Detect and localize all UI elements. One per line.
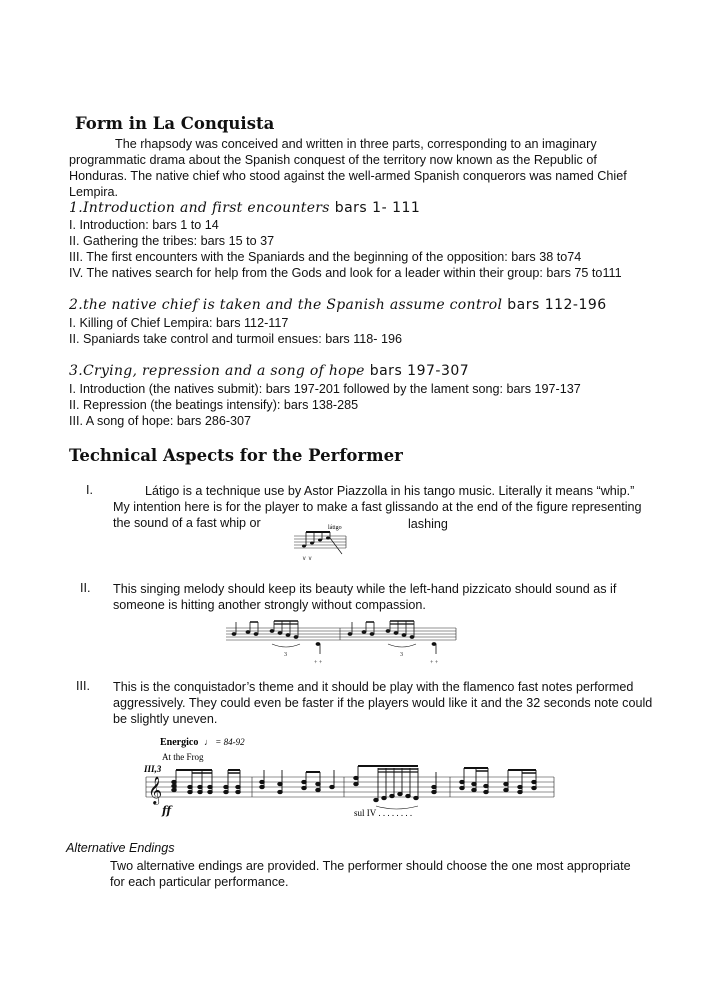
point-1-line: My intention here is for the player to make a fast glissando at the end of the figure representing: [113, 500, 642, 514]
point-1-line: Látigo is a technique use by Astor Piazzolla in his tango music. Literally it means “whip.”: [145, 484, 635, 498]
technical-title: Technical Aspects for the Performer: [69, 446, 403, 465]
point-3-line: be slightly uneven.: [113, 712, 218, 726]
svg-text:𝄞: 𝄞: [148, 776, 163, 804]
alternative-endings-line: for each particular performance.: [110, 875, 289, 889]
section-2-item: II. Spaniards take control and turmoil ensues: bars 118- 196: [69, 332, 402, 346]
point-2-line: This singing melody should keep its beauty while the left-hand pizzicato should sound as if: [113, 582, 617, 596]
section-1-item: IV. The natives search for help from the Gods and look for a leader within their group: bars 75 to111: [69, 266, 622, 280]
section-1-heading: [69, 199, 420, 216]
point-2-numeral: II.: [80, 581, 91, 595]
alternative-endings-line: Two alternative endings are provided. The performer should choose the one most appropriate: [110, 859, 631, 873]
svg-text:∨ ∨: ∨ ∨: [302, 556, 313, 562]
svg-text:3: 3: [284, 652, 287, 658]
form-title: Form in La Conquista: [75, 114, 275, 133]
section-3-item: II. Repression (the beatings intensify): bars 138-285: [69, 398, 359, 412]
singing-melody-example: [226, 614, 458, 670]
intro-line-3: Honduras. The native chief who stood against the well-armed Spanish conquerors was named Chief: [69, 169, 627, 183]
point-3-numeral: III.: [76, 679, 90, 693]
section-1-item: I. Introduction: bars 1 to 14: [69, 218, 219, 232]
section-3-item: I. Introduction (the natives submit): bars 197-201 followed by the lament song: bars 197-137: [69, 382, 581, 396]
section-1-bars: bars 1- 111: [329, 200, 421, 216]
point-2-line: someone is hitting another strongly without compassion.: [113, 598, 426, 612]
section-3-title: 3.Crying, repression and a song of hope: [69, 363, 365, 379]
string-indication: sul IV . . . . . . . .: [354, 808, 413, 818]
section-2-bars: bars 112-196: [502, 297, 607, 313]
point-1-line: the sound of a fast whip or: [113, 516, 261, 530]
performance-direction: At the Frog: [162, 752, 204, 762]
section-3-bars: bars 197-307: [364, 363, 470, 379]
alternative-endings-title: Alternative Endings: [66, 841, 175, 855]
section-2-item: I. Killing of Chief Lempira: bars 112-117: [69, 316, 289, 330]
section-1-title: 1.Introduction and first encounters: [69, 200, 330, 216]
intro-line-1: The rhapsody was conceived and written in three parts, corresponding to an imaginary: [115, 137, 597, 151]
section-2-title: 2.the native chief is taken and the Spanish assume control: [69, 297, 503, 313]
section-2-heading: [69, 296, 607, 313]
latigo-music-example: [290, 522, 350, 568]
section-1-item: II. Gathering the tribes: bars 15 to 37: [69, 234, 275, 248]
intro-line-2: programmatic drama about the Spanish conquest of the territory now known as the Republic of: [69, 153, 597, 167]
intro-line-4: Lempira.: [69, 185, 118, 199]
svg-text:+ +: + +: [314, 660, 323, 666]
svg-text:3: 3: [400, 652, 403, 658]
dynamic-marking: ff: [162, 804, 172, 817]
tempo-word: Energico: [160, 737, 199, 748]
section-3-item: III. A song of hope: bars 286-307: [69, 414, 252, 428]
section-3-heading: [69, 362, 469, 379]
svg-text:+ +: + +: [430, 660, 439, 666]
tempo-mark: ♩ = 84-92: [204, 737, 245, 747]
point-3-line: aggressively. They could even be faster if the players would like it and the 32 seconds note could: [113, 696, 653, 710]
latigo-label: látigo: [328, 525, 342, 531]
point-3-line: This is the conquistador’s theme and it should be play with the flamenco fast notes performed: [113, 680, 634, 694]
point-1-after-example: lashing: [408, 517, 448, 531]
section-1-item: III. The first encounters with the Spaniards and the beginning of the opposition: bars 38 to74: [69, 250, 582, 264]
conquistador-theme-score: [144, 732, 556, 822]
point-1-numeral: I.: [86, 483, 93, 497]
svg-text:III,3: III,3: [144, 764, 162, 774]
